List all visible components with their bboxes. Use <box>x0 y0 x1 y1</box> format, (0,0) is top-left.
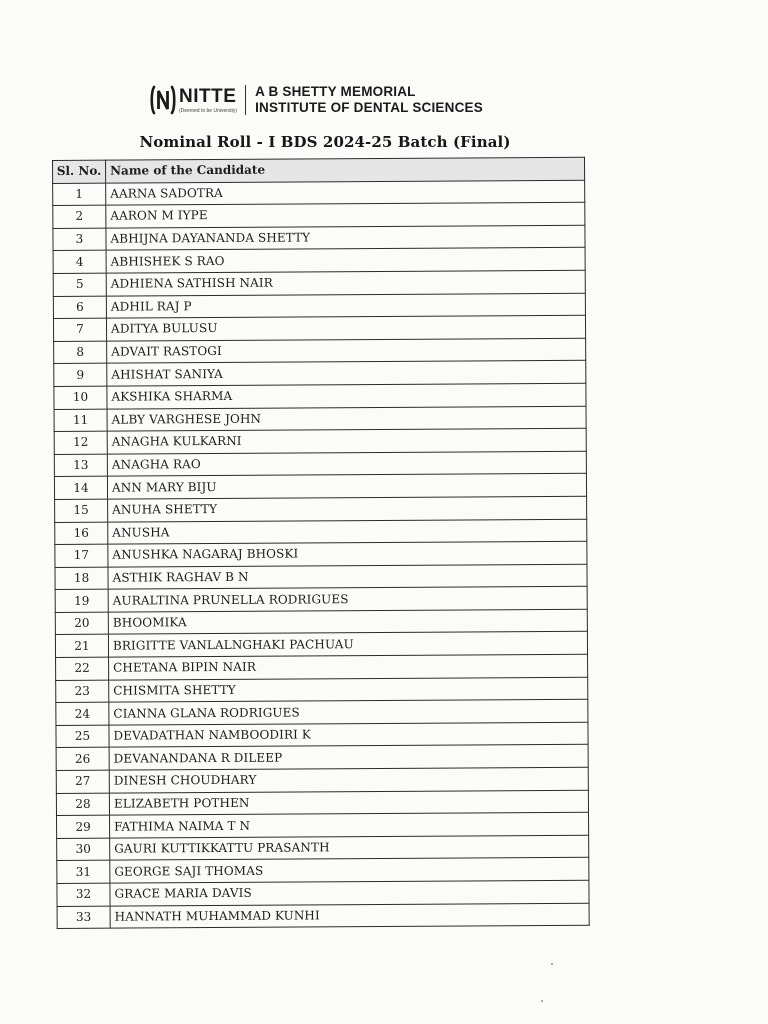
candidate-name-cell: ADITYA BULUSU <box>106 315 585 341</box>
serial-number-cell: 19 <box>55 589 108 612</box>
table-row <box>54 406 586 432</box>
serial-number-cell: 13 <box>54 454 107 477</box>
candidate-name-cell: AARNA SADOTRA <box>106 180 585 206</box>
table-row <box>53 270 585 296</box>
candidate-name-cell: ELIZABETH POTHEN <box>109 790 588 816</box>
institute-line-1: A B SHETTY MEMORIAL <box>255 84 416 99</box>
serial-number-cell: 18 <box>55 567 108 590</box>
table-row <box>55 564 587 590</box>
table-row <box>53 293 585 319</box>
candidate-name-cell: ADVAIT RASTOGI <box>107 338 586 364</box>
serial-number-cell: 23 <box>56 680 109 703</box>
logo-name: NITTE <box>179 85 237 107</box>
table-row <box>53 248 585 274</box>
candidate-name-cell: ANUHA SHETTY <box>108 496 587 522</box>
candidate-name-cell: GRACE MARIA DAVIS <box>110 880 589 906</box>
serial-number-cell: 4 <box>53 251 106 274</box>
table-row <box>54 361 586 387</box>
institute-name <box>255 84 483 116</box>
serial-number-cell: 11 <box>54 409 107 432</box>
candidate-name-cell: ANN MARY BIJU <box>107 474 586 500</box>
table-row <box>57 903 589 929</box>
table-row <box>55 519 587 545</box>
serial-number-cell: 33 <box>57 906 110 929</box>
table-row <box>55 496 587 522</box>
table-header-row <box>53 157 585 183</box>
table-row <box>56 699 588 725</box>
candidate-name-cell: DEVADATHAN NAMBOODIRI K <box>109 722 588 748</box>
serial-number-cell: 15 <box>55 499 108 522</box>
serial-number-cell: 3 <box>53 228 106 251</box>
table-row <box>54 451 586 477</box>
serial-number-cell: 28 <box>56 793 109 816</box>
serial-number-cell: 17 <box>55 544 108 567</box>
serial-number-cell: 6 <box>53 296 106 319</box>
table-row <box>56 677 588 703</box>
candidate-name-cell: ALBY VARGHESE JOHN <box>107 406 586 432</box>
serial-number-cell: 1 <box>53 183 106 206</box>
table-row <box>57 858 589 884</box>
nitte-logo-icon <box>150 84 176 116</box>
table-row <box>56 654 588 680</box>
column-header-sl-no: Sl. No. <box>53 160 106 183</box>
candidate-name-cell: ANUSHA <box>108 519 587 545</box>
serial-number-cell: 26 <box>56 748 109 771</box>
table-row <box>56 745 588 771</box>
logo-tagline: (Deemed to be University) <box>179 107 238 114</box>
scan-speck <box>551 963 553 965</box>
table-row <box>57 880 589 906</box>
table-row <box>55 632 587 658</box>
candidate-name-cell: CHETANA BIPIN NAIR <box>109 654 588 680</box>
table-row <box>54 428 586 454</box>
serial-number-cell: 5 <box>53 273 106 296</box>
candidate-name-cell: ABHISHEK S RAO <box>106 248 585 274</box>
candidate-name-cell: AKSHIKA SHARMA <box>107 383 586 409</box>
serial-number-cell: 24 <box>56 702 109 725</box>
candidate-name-cell: CIANNA GLANA RODRIGUES <box>109 699 588 725</box>
table-row <box>53 315 585 341</box>
table-row <box>57 812 589 838</box>
candidate-name-cell: GAURI KUTTIKKATTU PRASANTH <box>110 835 589 861</box>
column-header-name: Name of the Candidate <box>106 157 585 183</box>
table-row <box>53 225 585 251</box>
nitte-wordmark <box>179 87 237 114</box>
serial-number-cell: 16 <box>55 522 108 545</box>
table-row <box>56 790 588 816</box>
candidate-name-cell: DINESH CHOUDHARY <box>109 767 588 793</box>
serial-number-cell: 30 <box>57 838 110 861</box>
table-row <box>56 767 588 793</box>
candidate-name-cell: ANAGHA KULKARNI <box>107 428 586 454</box>
serial-number-cell: 14 <box>54 476 107 499</box>
candidate-name-cell: ADHIENA SATHISH NAIR <box>106 270 585 296</box>
candidate-name-cell: GEORGE SAJI THOMAS <box>110 858 589 884</box>
table-row <box>57 835 589 861</box>
institute-header <box>150 80 483 120</box>
candidate-name-cell: BRIGITTE VANLALNGHAKI PACHUAU <box>108 632 587 658</box>
candidate-name-cell: FATHIMA NAIMA T N <box>110 812 589 838</box>
table-row <box>53 180 585 206</box>
serial-number-cell: 21 <box>55 635 108 658</box>
header-divider <box>245 85 246 115</box>
nominal-roll-table <box>52 157 590 929</box>
candidate-name-cell: ASTHIK RAGHAV B N <box>108 564 587 590</box>
serial-number-cell: 10 <box>54 386 107 409</box>
serial-number-cell: 9 <box>54 364 107 387</box>
serial-number-cell: 25 <box>56 725 109 748</box>
table-row <box>55 541 587 567</box>
candidate-name-cell: AARON M IYPE <box>106 202 585 228</box>
candidate-name-cell: BHOOMIKA <box>108 609 587 635</box>
candidate-name-cell: HANNATH MUHAMMAD KUNHI <box>110 903 589 929</box>
candidate-name-cell: ABHIJNA DAYANANDA SHETTY <box>106 225 585 251</box>
table-row <box>56 722 588 748</box>
serial-number-cell: 27 <box>56 770 109 793</box>
serial-number-cell: 22 <box>56 657 109 680</box>
serial-number-cell: 7 <box>53 318 106 341</box>
serial-number-cell: 31 <box>57 861 110 884</box>
institute-line-2: INSTITUTE OF DENTAL SCIENCES <box>255 100 483 115</box>
serial-number-cell: 20 <box>55 612 108 635</box>
candidate-name-cell: CHISMITA SHETTY <box>109 677 588 703</box>
table-row <box>54 474 586 500</box>
candidate-name-cell: AHISHAT SANIYA <box>107 361 586 387</box>
table-row <box>54 338 586 364</box>
candidate-name-cell: AURALTINA PRUNELLA RODRIGUES <box>108 587 587 613</box>
page-title: Nominal Roll - I BDS 2024-25 Batch (Final) <box>139 133 511 151</box>
table-row <box>53 202 585 228</box>
scan-speck <box>541 1000 543 1002</box>
table-row <box>54 383 586 409</box>
serial-number-cell: 8 <box>54 341 107 364</box>
table-row <box>55 609 587 635</box>
candidate-name-cell: ANAGHA RAO <box>107 451 586 477</box>
serial-number-cell: 12 <box>54 431 107 454</box>
serial-number-cell: 29 <box>57 815 110 838</box>
serial-number-cell: 32 <box>57 883 110 906</box>
candidate-name-cell: DEVANANDANA R DILEEP <box>109 745 588 771</box>
candidate-name-cell: ADHIL RAJ P <box>106 293 585 319</box>
table-row <box>55 587 587 613</box>
table-body <box>53 180 590 929</box>
serial-number-cell: 2 <box>53 205 106 228</box>
candidate-name-cell: ANUSHKA NAGARAJ BHOSKI <box>108 541 587 567</box>
